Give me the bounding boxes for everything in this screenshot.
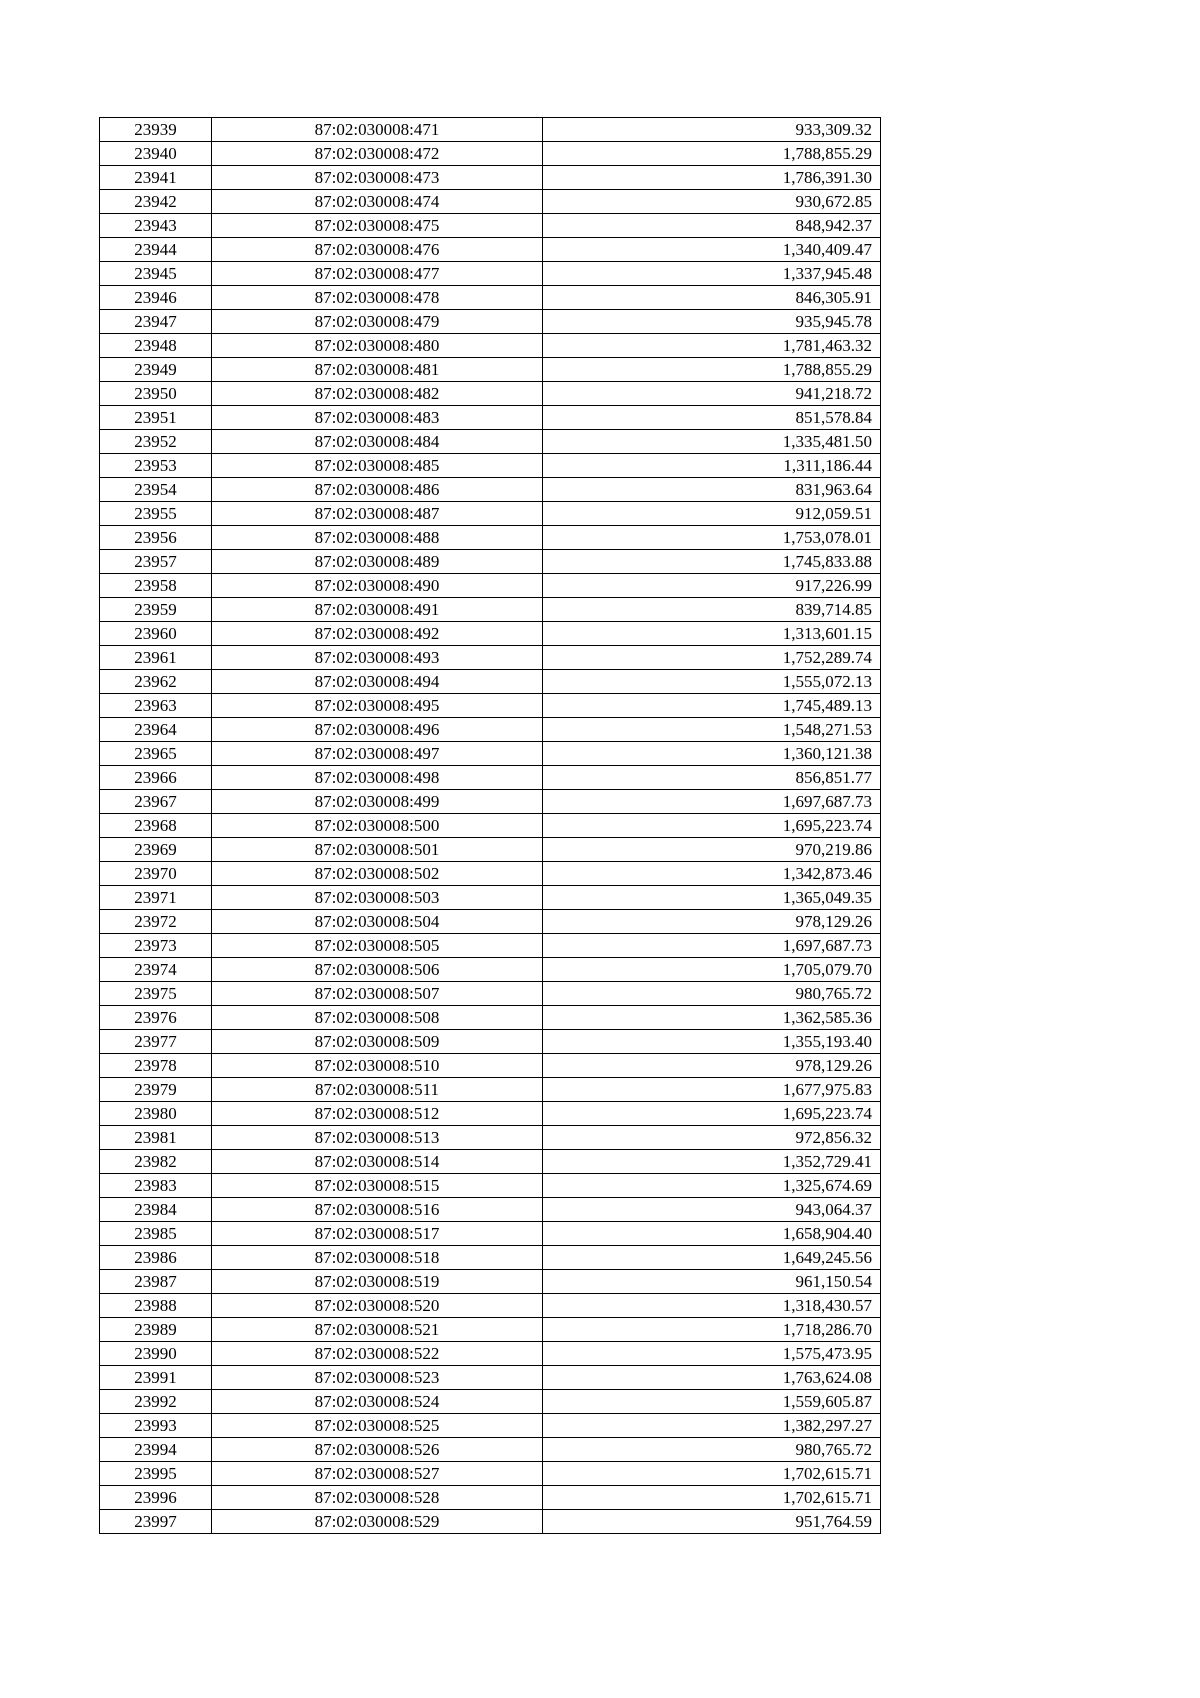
row-number-cell: 23996 bbox=[100, 1486, 212, 1510]
table-row bbox=[100, 622, 881, 646]
row-number-cell: 23966 bbox=[100, 766, 212, 790]
cadastral-number-cell: 87:02:030008:516 bbox=[212, 1198, 543, 1222]
row-number-cell: 23943 bbox=[100, 214, 212, 238]
value-cell: 1,555,072.13 bbox=[543, 670, 881, 694]
table-row bbox=[100, 526, 881, 550]
cadastral-number-cell: 87:02:030008:473 bbox=[212, 166, 543, 190]
table-row bbox=[100, 286, 881, 310]
table-row bbox=[100, 1342, 881, 1366]
row-number-cell: 23962 bbox=[100, 670, 212, 694]
row-number-cell: 23977 bbox=[100, 1030, 212, 1054]
cadastral-number-cell: 87:02:030008:528 bbox=[212, 1486, 543, 1510]
cadastral-number-cell: 87:02:030008:515 bbox=[212, 1174, 543, 1198]
cadastral-number-cell: 87:02:030008:504 bbox=[212, 910, 543, 934]
value-cell: 1,695,223.74 bbox=[543, 814, 881, 838]
row-number-cell: 23939 bbox=[100, 118, 212, 142]
row-number-cell: 23990 bbox=[100, 1342, 212, 1366]
table-row bbox=[100, 1150, 881, 1174]
cadastral-number-cell: 87:02:030008:487 bbox=[212, 502, 543, 526]
value-cell: 978,129.26 bbox=[543, 1054, 881, 1078]
row-number-cell: 23944 bbox=[100, 238, 212, 262]
table-row bbox=[100, 310, 881, 334]
row-number-cell: 23951 bbox=[100, 406, 212, 430]
table-row bbox=[100, 1126, 881, 1150]
row-number-cell: 23958 bbox=[100, 574, 212, 598]
value-cell: 1,548,271.53 bbox=[543, 718, 881, 742]
cadastral-number-cell: 87:02:030008:511 bbox=[212, 1078, 543, 1102]
value-cell: 917,226.99 bbox=[543, 574, 881, 598]
table-row bbox=[100, 238, 881, 262]
value-cell: 951,764.59 bbox=[543, 1510, 881, 1534]
value-cell: 1,313,601.15 bbox=[543, 622, 881, 646]
table-row bbox=[100, 718, 881, 742]
cadastral-number-cell: 87:02:030008:526 bbox=[212, 1438, 543, 1462]
table-row bbox=[100, 766, 881, 790]
value-cell: 1,695,223.74 bbox=[543, 1102, 881, 1126]
value-cell: 1,342,873.46 bbox=[543, 862, 881, 886]
table-row bbox=[100, 1366, 881, 1390]
row-number-cell: 23995 bbox=[100, 1462, 212, 1486]
row-number-cell: 23983 bbox=[100, 1174, 212, 1198]
table-row bbox=[100, 1006, 881, 1030]
value-cell: 1,337,945.48 bbox=[543, 262, 881, 286]
value-cell: 1,340,409.47 bbox=[543, 238, 881, 262]
table-row bbox=[100, 1318, 881, 1342]
row-number-cell: 23949 bbox=[100, 358, 212, 382]
table-row bbox=[100, 886, 881, 910]
cadastral-number-cell: 87:02:030008:500 bbox=[212, 814, 543, 838]
row-number-cell: 23978 bbox=[100, 1054, 212, 1078]
table-row bbox=[100, 670, 881, 694]
cadastral-number-cell: 87:02:030008:486 bbox=[212, 478, 543, 502]
value-cell: 846,305.91 bbox=[543, 286, 881, 310]
table-row bbox=[100, 1174, 881, 1198]
value-cell: 848,942.37 bbox=[543, 214, 881, 238]
records-table bbox=[99, 117, 881, 1534]
value-cell: 1,705,079.70 bbox=[543, 958, 881, 982]
value-cell: 1,697,687.73 bbox=[543, 790, 881, 814]
cadastral-number-cell: 87:02:030008:482 bbox=[212, 382, 543, 406]
row-number-cell: 23972 bbox=[100, 910, 212, 934]
cadastral-number-cell: 87:02:030008:503 bbox=[212, 886, 543, 910]
table-row bbox=[100, 1078, 881, 1102]
row-number-cell: 23973 bbox=[100, 934, 212, 958]
cadastral-number-cell: 87:02:030008:490 bbox=[212, 574, 543, 598]
table-row bbox=[100, 454, 881, 478]
cadastral-number-cell: 87:02:030008:523 bbox=[212, 1366, 543, 1390]
cadastral-number-cell: 87:02:030008:472 bbox=[212, 142, 543, 166]
row-number-cell: 23970 bbox=[100, 862, 212, 886]
row-number-cell: 23967 bbox=[100, 790, 212, 814]
table-row bbox=[100, 1102, 881, 1126]
table-row bbox=[100, 1438, 881, 1462]
row-number-cell: 23981 bbox=[100, 1126, 212, 1150]
table-row bbox=[100, 1462, 881, 1486]
value-cell: 1,752,289.74 bbox=[543, 646, 881, 670]
row-number-cell: 23976 bbox=[100, 1006, 212, 1030]
table-row bbox=[100, 166, 881, 190]
value-cell: 972,856.32 bbox=[543, 1126, 881, 1150]
cadastral-number-cell: 87:02:030008:512 bbox=[212, 1102, 543, 1126]
cadastral-number-cell: 87:02:030008:489 bbox=[212, 550, 543, 574]
cadastral-number-cell: 87:02:030008:483 bbox=[212, 406, 543, 430]
row-number-cell: 23991 bbox=[100, 1366, 212, 1390]
row-number-cell: 23956 bbox=[100, 526, 212, 550]
row-number-cell: 23955 bbox=[100, 502, 212, 526]
row-number-cell: 23987 bbox=[100, 1270, 212, 1294]
value-cell: 941,218.72 bbox=[543, 382, 881, 406]
cadastral-number-cell: 87:02:030008:494 bbox=[212, 670, 543, 694]
value-cell: 978,129.26 bbox=[543, 910, 881, 934]
table-row bbox=[100, 502, 881, 526]
cadastral-number-cell: 87:02:030008:475 bbox=[212, 214, 543, 238]
value-cell: 1,753,078.01 bbox=[543, 526, 881, 550]
table-row bbox=[100, 574, 881, 598]
table-row bbox=[100, 814, 881, 838]
cadastral-number-cell: 87:02:030008:507 bbox=[212, 982, 543, 1006]
table-row bbox=[100, 190, 881, 214]
table-row bbox=[100, 142, 881, 166]
table-row bbox=[100, 334, 881, 358]
cadastral-number-cell: 87:02:030008:485 bbox=[212, 454, 543, 478]
row-number-cell: 23969 bbox=[100, 838, 212, 862]
value-cell: 1,362,585.36 bbox=[543, 1006, 881, 1030]
value-cell: 935,945.78 bbox=[543, 310, 881, 334]
row-number-cell: 23971 bbox=[100, 886, 212, 910]
cadastral-number-cell: 87:02:030008:488 bbox=[212, 526, 543, 550]
cadastral-number-cell: 87:02:030008:513 bbox=[212, 1126, 543, 1150]
value-cell: 1,745,833.88 bbox=[543, 550, 881, 574]
table-row bbox=[100, 742, 881, 766]
value-cell: 1,697,687.73 bbox=[543, 934, 881, 958]
row-number-cell: 23980 bbox=[100, 1102, 212, 1126]
value-cell: 980,765.72 bbox=[543, 1438, 881, 1462]
row-number-cell: 23941 bbox=[100, 166, 212, 190]
cadastral-number-cell: 87:02:030008:506 bbox=[212, 958, 543, 982]
row-number-cell: 23992 bbox=[100, 1390, 212, 1414]
row-number-cell: 23974 bbox=[100, 958, 212, 982]
value-cell: 1,559,605.87 bbox=[543, 1390, 881, 1414]
value-cell: 1,311,186.44 bbox=[543, 454, 881, 478]
cadastral-number-cell: 87:02:030008:474 bbox=[212, 190, 543, 214]
cadastral-number-cell: 87:02:030008:484 bbox=[212, 430, 543, 454]
value-cell: 839,714.85 bbox=[543, 598, 881, 622]
table-row bbox=[100, 1030, 881, 1054]
row-number-cell: 23947 bbox=[100, 310, 212, 334]
cadastral-number-cell: 87:02:030008:520 bbox=[212, 1294, 543, 1318]
row-number-cell: 23957 bbox=[100, 550, 212, 574]
cadastral-number-cell: 87:02:030008:524 bbox=[212, 1390, 543, 1414]
table-row bbox=[100, 694, 881, 718]
table-row bbox=[100, 1294, 881, 1318]
row-number-cell: 23954 bbox=[100, 478, 212, 502]
table-row bbox=[100, 118, 881, 142]
table-row bbox=[100, 1198, 881, 1222]
cadastral-number-cell: 87:02:030008:492 bbox=[212, 622, 543, 646]
cadastral-number-cell: 87:02:030008:510 bbox=[212, 1054, 543, 1078]
cadastral-number-cell: 87:02:030008:505 bbox=[212, 934, 543, 958]
row-number-cell: 23985 bbox=[100, 1222, 212, 1246]
row-number-cell: 23945 bbox=[100, 262, 212, 286]
cadastral-number-cell: 87:02:030008:499 bbox=[212, 790, 543, 814]
table-row bbox=[100, 358, 881, 382]
value-cell: 1,355,193.40 bbox=[543, 1030, 881, 1054]
value-cell: 1,335,481.50 bbox=[543, 430, 881, 454]
value-cell: 1,360,121.38 bbox=[543, 742, 881, 766]
value-cell: 831,963.64 bbox=[543, 478, 881, 502]
table-row bbox=[100, 1510, 881, 1534]
row-number-cell: 23953 bbox=[100, 454, 212, 478]
table-row bbox=[100, 478, 881, 502]
cadastral-number-cell: 87:02:030008:476 bbox=[212, 238, 543, 262]
row-number-cell: 23940 bbox=[100, 142, 212, 166]
value-cell: 1,575,473.95 bbox=[543, 1342, 881, 1366]
row-number-cell: 23946 bbox=[100, 286, 212, 310]
cadastral-number-cell: 87:02:030008:471 bbox=[212, 118, 543, 142]
row-number-cell: 23950 bbox=[100, 382, 212, 406]
row-number-cell: 23964 bbox=[100, 718, 212, 742]
value-cell: 980,765.72 bbox=[543, 982, 881, 1006]
row-number-cell: 23994 bbox=[100, 1438, 212, 1462]
cadastral-number-cell: 87:02:030008:525 bbox=[212, 1414, 543, 1438]
row-number-cell: 23975 bbox=[100, 982, 212, 1006]
value-cell: 1,382,297.27 bbox=[543, 1414, 881, 1438]
table-row bbox=[100, 862, 881, 886]
table-row bbox=[100, 1414, 881, 1438]
value-cell: 851,578.84 bbox=[543, 406, 881, 430]
cadastral-number-cell: 87:02:030008:491 bbox=[212, 598, 543, 622]
value-cell: 1,788,855.29 bbox=[543, 142, 881, 166]
table-row bbox=[100, 982, 881, 1006]
value-cell: 912,059.51 bbox=[543, 502, 881, 526]
table-row bbox=[100, 406, 881, 430]
value-cell: 970,219.86 bbox=[543, 838, 881, 862]
records-table-body bbox=[100, 118, 881, 1534]
table-row bbox=[100, 1246, 881, 1270]
row-number-cell: 23982 bbox=[100, 1150, 212, 1174]
value-cell: 1,781,463.32 bbox=[543, 334, 881, 358]
row-number-cell: 23989 bbox=[100, 1318, 212, 1342]
cadastral-number-cell: 87:02:030008:496 bbox=[212, 718, 543, 742]
row-number-cell: 23988 bbox=[100, 1294, 212, 1318]
table-row bbox=[100, 214, 881, 238]
table-row bbox=[100, 430, 881, 454]
value-cell: 1,318,430.57 bbox=[543, 1294, 881, 1318]
row-number-cell: 23986 bbox=[100, 1246, 212, 1270]
value-cell: 1,365,049.35 bbox=[543, 886, 881, 910]
value-cell: 1,745,489.13 bbox=[543, 694, 881, 718]
cadastral-number-cell: 87:02:030008:479 bbox=[212, 310, 543, 334]
cadastral-number-cell: 87:02:030008:501 bbox=[212, 838, 543, 862]
value-cell: 1,763,624.08 bbox=[543, 1366, 881, 1390]
cadastral-number-cell: 87:02:030008:477 bbox=[212, 262, 543, 286]
row-number-cell: 23963 bbox=[100, 694, 212, 718]
cadastral-number-cell: 87:02:030008:481 bbox=[212, 358, 543, 382]
table-row bbox=[100, 550, 881, 574]
value-cell: 1,702,615.71 bbox=[543, 1462, 881, 1486]
row-number-cell: 23961 bbox=[100, 646, 212, 670]
table-row bbox=[100, 1270, 881, 1294]
cadastral-number-cell: 87:02:030008:529 bbox=[212, 1510, 543, 1534]
table-row bbox=[100, 598, 881, 622]
value-cell: 1,718,286.70 bbox=[543, 1318, 881, 1342]
value-cell: 1,325,674.69 bbox=[543, 1174, 881, 1198]
value-cell: 1,352,729.41 bbox=[543, 1150, 881, 1174]
row-number-cell: 23965 bbox=[100, 742, 212, 766]
row-number-cell: 23968 bbox=[100, 814, 212, 838]
table-row bbox=[100, 910, 881, 934]
row-number-cell: 23997 bbox=[100, 1510, 212, 1534]
table-row bbox=[100, 790, 881, 814]
row-number-cell: 23952 bbox=[100, 430, 212, 454]
row-number-cell: 23960 bbox=[100, 622, 212, 646]
cadastral-number-cell: 87:02:030008:478 bbox=[212, 286, 543, 310]
value-cell: 1,677,975.83 bbox=[543, 1078, 881, 1102]
row-number-cell: 23942 bbox=[100, 190, 212, 214]
cadastral-number-cell: 87:02:030008:498 bbox=[212, 766, 543, 790]
cadastral-number-cell: 87:02:030008:509 bbox=[212, 1030, 543, 1054]
value-cell: 943,064.37 bbox=[543, 1198, 881, 1222]
value-cell: 930,672.85 bbox=[543, 190, 881, 214]
cadastral-number-cell: 87:02:030008:518 bbox=[212, 1246, 543, 1270]
value-cell: 856,851.77 bbox=[543, 766, 881, 790]
cadastral-number-cell: 87:02:030008:493 bbox=[212, 646, 543, 670]
value-cell: 1,649,245.56 bbox=[543, 1246, 881, 1270]
row-number-cell: 23959 bbox=[100, 598, 212, 622]
cadastral-number-cell: 87:02:030008:497 bbox=[212, 742, 543, 766]
table-row bbox=[100, 262, 881, 286]
table-row bbox=[100, 958, 881, 982]
cadastral-number-cell: 87:02:030008:519 bbox=[212, 1270, 543, 1294]
table-row bbox=[100, 382, 881, 406]
cadastral-number-cell: 87:02:030008:514 bbox=[212, 1150, 543, 1174]
value-cell: 1,788,855.29 bbox=[543, 358, 881, 382]
cadastral-number-cell: 87:02:030008:508 bbox=[212, 1006, 543, 1030]
row-number-cell: 23993 bbox=[100, 1414, 212, 1438]
cadastral-number-cell: 87:02:030008:527 bbox=[212, 1462, 543, 1486]
cadastral-number-cell: 87:02:030008:517 bbox=[212, 1222, 543, 1246]
value-cell: 1,658,904.40 bbox=[543, 1222, 881, 1246]
table-row bbox=[100, 1486, 881, 1510]
table-row bbox=[100, 1222, 881, 1246]
cadastral-number-cell: 87:02:030008:495 bbox=[212, 694, 543, 718]
cadastral-number-cell: 87:02:030008:521 bbox=[212, 1318, 543, 1342]
value-cell: 933,309.32 bbox=[543, 118, 881, 142]
table-row bbox=[100, 838, 881, 862]
table-row bbox=[100, 1054, 881, 1078]
value-cell: 1,786,391.30 bbox=[543, 166, 881, 190]
cadastral-number-cell: 87:02:030008:522 bbox=[212, 1342, 543, 1366]
value-cell: 961,150.54 bbox=[543, 1270, 881, 1294]
table-row bbox=[100, 646, 881, 670]
row-number-cell: 23948 bbox=[100, 334, 212, 358]
row-number-cell: 23979 bbox=[100, 1078, 212, 1102]
row-number-cell: 23984 bbox=[100, 1198, 212, 1222]
cadastral-number-cell: 87:02:030008:480 bbox=[212, 334, 543, 358]
table-row bbox=[100, 1390, 881, 1414]
cadastral-number-cell: 87:02:030008:502 bbox=[212, 862, 543, 886]
table-row bbox=[100, 934, 881, 958]
value-cell: 1,702,615.71 bbox=[543, 1486, 881, 1510]
